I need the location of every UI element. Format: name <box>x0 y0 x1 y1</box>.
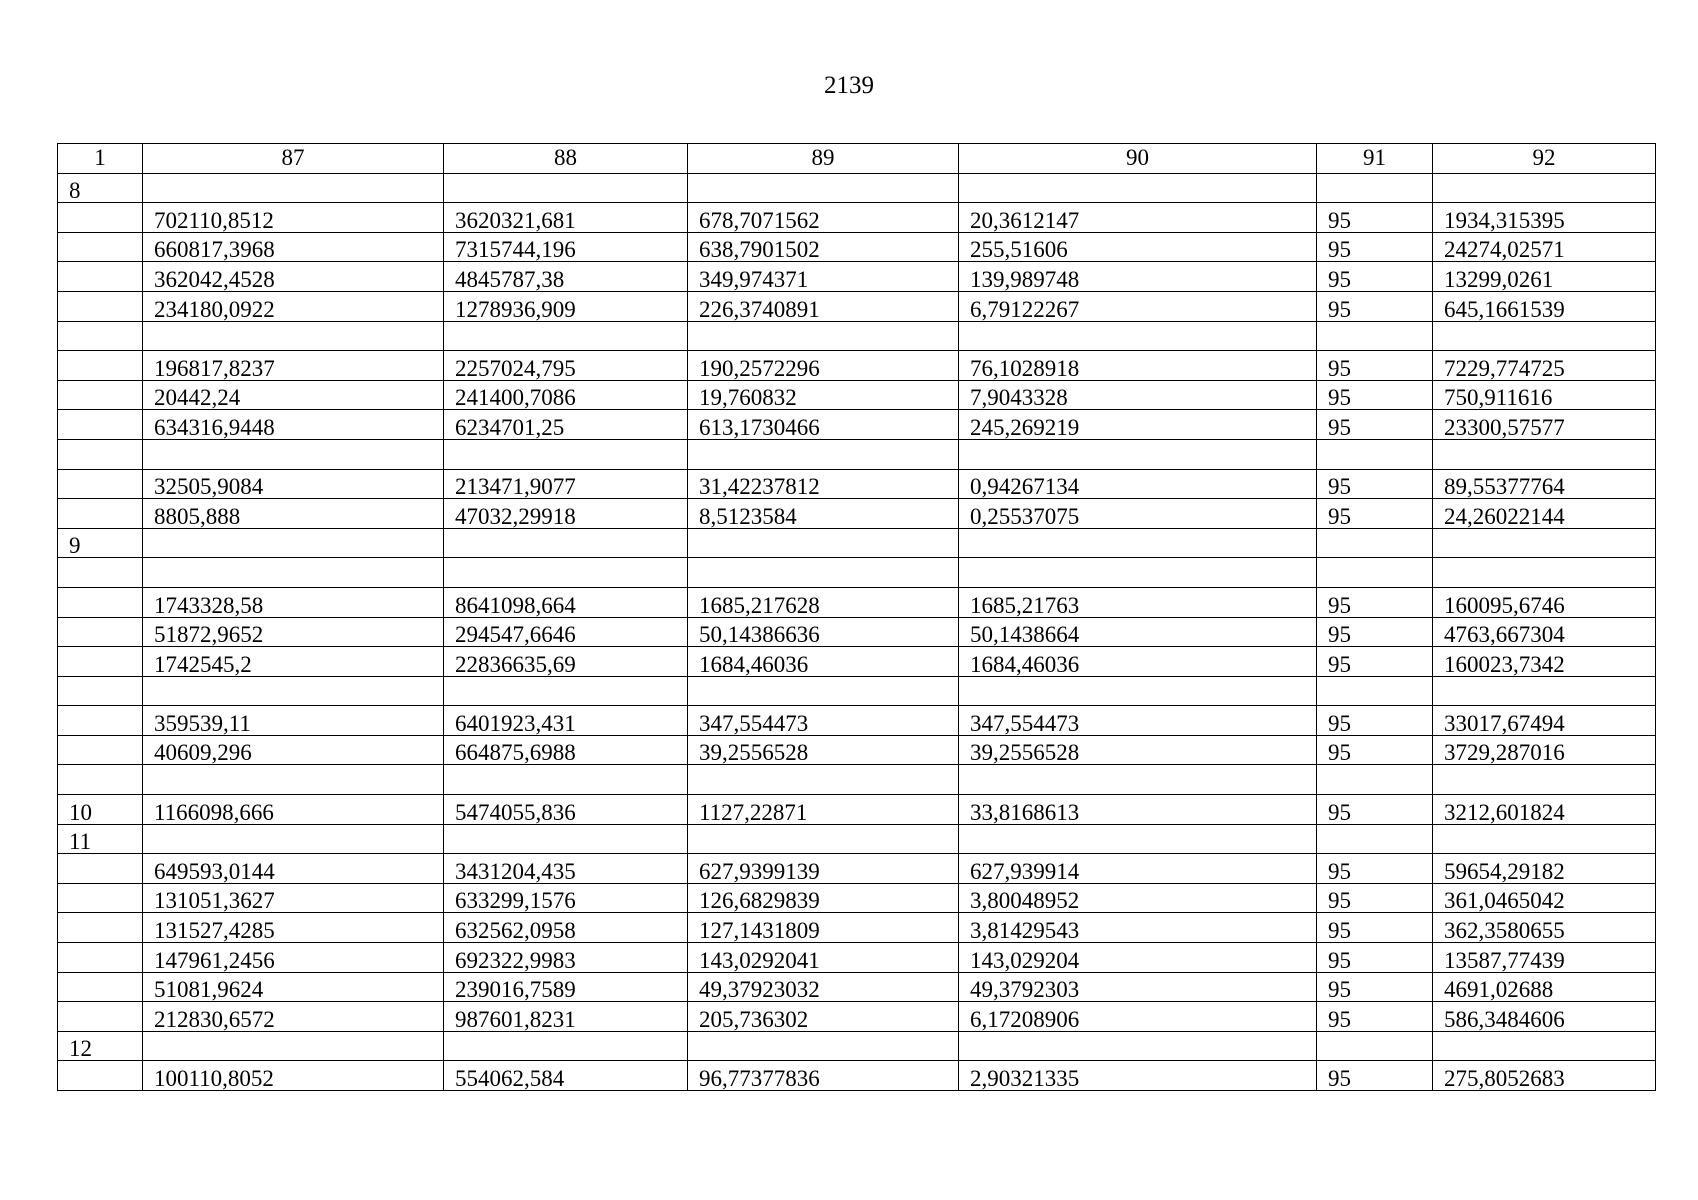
data-table <box>57 143 1656 1091</box>
table-cell: 95 <box>1317 647 1433 677</box>
table-cell: 22836635,69 <box>444 647 688 677</box>
table-cell <box>688 1031 959 1061</box>
table-cell <box>444 765 688 795</box>
table-cell <box>688 765 959 795</box>
table-cell <box>1317 321 1433 351</box>
table-cell <box>959 1031 1317 1061</box>
table-cell: 23300,57577 <box>1433 410 1656 440</box>
table-row <box>58 617 1656 647</box>
table-cell <box>1317 765 1433 795</box>
table-row <box>58 499 1656 529</box>
table-cell <box>959 321 1317 351</box>
table-row <box>58 943 1656 973</box>
table-cell: 24274,02571 <box>1433 232 1656 262</box>
table-cell: 3212,601824 <box>1433 795 1656 825</box>
table-cell <box>1317 173 1433 203</box>
table-cell <box>58 617 143 647</box>
table-row <box>58 1061 1656 1091</box>
table-cell: 255,51606 <box>959 232 1317 262</box>
table-cell: 95 <box>1317 706 1433 736</box>
table-cell <box>58 262 143 292</box>
table-cell: 131527,4285 <box>143 913 444 943</box>
table-cell: 3,81429543 <box>959 913 1317 943</box>
table-cell <box>1433 173 1656 203</box>
table-body <box>58 173 1656 1090</box>
table-cell: 239016,7589 <box>444 972 688 1002</box>
table-cell: 50,14386636 <box>688 617 959 647</box>
table-cell <box>1317 439 1433 469</box>
table-cell: 32505,9084 <box>143 469 444 499</box>
table-cell: 20442,24 <box>143 380 444 410</box>
table-row <box>58 1002 1656 1032</box>
table-cell <box>444 528 688 558</box>
table-cell: 12 <box>58 1031 143 1061</box>
table-cell <box>58 232 143 262</box>
table-cell: 205,736302 <box>688 1002 959 1032</box>
column-header-1: 1 <box>58 144 143 174</box>
table-cell: 627,9399139 <box>688 854 959 884</box>
table-cell: 1934,315395 <box>1433 203 1656 233</box>
table-cell <box>444 1031 688 1061</box>
table-cell: 362,3580655 <box>1433 913 1656 943</box>
table-row <box>58 232 1656 262</box>
table-cell: 33017,67494 <box>1433 706 1656 736</box>
table-cell <box>444 676 688 706</box>
table-cell: 9 <box>58 528 143 558</box>
table-cell: 143,029204 <box>959 943 1317 973</box>
table-cell <box>444 321 688 351</box>
table-row <box>58 410 1656 440</box>
table-cell: 3620321,681 <box>444 203 688 233</box>
table-cell <box>58 706 143 736</box>
table-cell <box>143 558 444 588</box>
table-cell <box>1317 824 1433 854</box>
table-cell <box>688 173 959 203</box>
table-cell: 95 <box>1317 469 1433 499</box>
table-cell <box>1433 765 1656 795</box>
table-header-row <box>58 144 1656 174</box>
table-cell: 95 <box>1317 262 1433 292</box>
table-cell <box>58 321 143 351</box>
table-cell <box>58 854 143 884</box>
table-cell: 638,7901502 <box>688 232 959 262</box>
table-cell <box>688 676 959 706</box>
table-cell: 1743328,58 <box>143 587 444 617</box>
table-cell: 8 <box>58 173 143 203</box>
table-cell: 1166098,666 <box>143 795 444 825</box>
table-cell: 95 <box>1317 972 1433 1002</box>
table-cell: 649593,0144 <box>143 854 444 884</box>
table-cell: 95 <box>1317 854 1433 884</box>
table-cell <box>58 439 143 469</box>
table-cell <box>959 676 1317 706</box>
table-cell: 24,26022144 <box>1433 499 1656 529</box>
table-cell: 213471,9077 <box>444 469 688 499</box>
table-cell: 6,17208906 <box>959 1002 1317 1032</box>
table-cell: 10 <box>58 795 143 825</box>
table-cell: 0,25537075 <box>959 499 1317 529</box>
table-cell: 143,0292041 <box>688 943 959 973</box>
table-cell <box>58 380 143 410</box>
table-cell <box>58 647 143 677</box>
table-row <box>58 706 1656 736</box>
table-row <box>58 765 1656 795</box>
table-cell <box>58 1061 143 1091</box>
table-cell <box>58 351 143 381</box>
table-cell: 664875,6988 <box>444 735 688 765</box>
table-cell: 613,1730466 <box>688 410 959 440</box>
table-cell <box>959 765 1317 795</box>
table-cell <box>58 972 143 1002</box>
table-cell: 1278936,909 <box>444 291 688 321</box>
table-row <box>58 587 1656 617</box>
table-cell <box>58 943 143 973</box>
table-cell: 49,3792303 <box>959 972 1317 1002</box>
table-cell <box>58 499 143 529</box>
table-cell: 645,1661539 <box>1433 291 1656 321</box>
table-cell: 1684,46036 <box>688 647 959 677</box>
table-cell <box>58 1002 143 1032</box>
table-cell <box>1433 1031 1656 1061</box>
table-row <box>58 735 1656 765</box>
table-cell: 95 <box>1317 913 1433 943</box>
table-cell: 95 <box>1317 587 1433 617</box>
table-cell: 95 <box>1317 1002 1433 1032</box>
table-cell <box>143 321 444 351</box>
table-cell: 294547,6646 <box>444 617 688 647</box>
table-cell <box>1433 528 1656 558</box>
table-cell: 40609,296 <box>143 735 444 765</box>
table-cell <box>58 883 143 913</box>
table-cell: 76,1028918 <box>959 351 1317 381</box>
table-cell: 190,2572296 <box>688 351 959 381</box>
table-cell: 8,5123584 <box>688 499 959 529</box>
table-cell: 2,90321335 <box>959 1061 1317 1091</box>
table-row <box>58 291 1656 321</box>
table-row <box>58 676 1656 706</box>
table-cell: 51872,9652 <box>143 617 444 647</box>
column-header-88: 88 <box>444 144 688 174</box>
table-cell: 47032,29918 <box>444 499 688 529</box>
table-cell <box>959 824 1317 854</box>
table-cell <box>1317 558 1433 588</box>
table-cell: 13587,77439 <box>1433 943 1656 973</box>
table-cell <box>58 676 143 706</box>
table-cell: 59654,29182 <box>1433 854 1656 884</box>
table-cell: 49,37923032 <box>688 972 959 1002</box>
table-cell: 347,554473 <box>959 706 1317 736</box>
column-header-87: 87 <box>143 144 444 174</box>
table-cell <box>1433 321 1656 351</box>
table-cell <box>143 824 444 854</box>
table-cell: 5474055,836 <box>444 795 688 825</box>
table-cell <box>959 558 1317 588</box>
table-cell: 31,42237812 <box>688 469 959 499</box>
table-cell <box>688 558 959 588</box>
column-header-92: 92 <box>1433 144 1656 174</box>
table-cell: 987601,8231 <box>444 1002 688 1032</box>
table-row <box>58 972 1656 1002</box>
table-cell: 6,79122267 <box>959 291 1317 321</box>
table-cell: 1742545,2 <box>143 647 444 677</box>
table-cell: 95 <box>1317 499 1433 529</box>
table-row <box>58 1031 1656 1061</box>
table-cell: 554062,584 <box>444 1061 688 1091</box>
table-row <box>58 824 1656 854</box>
table-cell: 586,3484606 <box>1433 1002 1656 1032</box>
column-header-89: 89 <box>688 144 959 174</box>
table-cell <box>58 587 143 617</box>
table-row <box>58 203 1656 233</box>
table-cell: 11 <box>58 824 143 854</box>
table-cell <box>959 528 1317 558</box>
table-cell <box>58 203 143 233</box>
table-cell: 126,6829839 <box>688 883 959 913</box>
table-row <box>58 321 1656 351</box>
table-cell: 95 <box>1317 380 1433 410</box>
table-cell <box>1433 439 1656 469</box>
table-cell: 147961,2456 <box>143 943 444 973</box>
table-cell: 3,80048952 <box>959 883 1317 913</box>
table-row <box>58 647 1656 677</box>
table-cell: 750,911616 <box>1433 380 1656 410</box>
table-cell: 139,989748 <box>959 262 1317 292</box>
table-cell: 4691,02688 <box>1433 972 1656 1002</box>
table-cell <box>688 321 959 351</box>
table-cell: 95 <box>1317 1061 1433 1091</box>
table-cell: 212830,6572 <box>143 1002 444 1032</box>
table-cell: 349,974371 <box>688 262 959 292</box>
table-cell: 634316,9448 <box>143 410 444 440</box>
table-cell: 100110,8052 <box>143 1061 444 1091</box>
column-header-91: 91 <box>1317 144 1433 174</box>
table-cell: 8805,888 <box>143 499 444 529</box>
column-header-90: 90 <box>959 144 1317 174</box>
table-header <box>58 144 1656 174</box>
table-cell: 362042,4528 <box>143 262 444 292</box>
table-cell <box>688 528 959 558</box>
table-cell <box>143 676 444 706</box>
table-cell <box>58 410 143 440</box>
table-cell <box>444 439 688 469</box>
table-cell: 33,8168613 <box>959 795 1317 825</box>
table-cell <box>58 765 143 795</box>
table-cell: 95 <box>1317 351 1433 381</box>
table-cell: 6234701,25 <box>444 410 688 440</box>
table-cell <box>444 558 688 588</box>
table-cell: 660817,3968 <box>143 232 444 262</box>
table-cell: 19,760832 <box>688 380 959 410</box>
table-cell: 6401923,431 <box>444 706 688 736</box>
table-cell <box>688 824 959 854</box>
table-cell: 3431204,435 <box>444 854 688 884</box>
table-cell: 7229,774725 <box>1433 351 1656 381</box>
table-cell: 160095,6746 <box>1433 587 1656 617</box>
table-row <box>58 795 1656 825</box>
table-cell: 95 <box>1317 203 1433 233</box>
table-cell <box>58 735 143 765</box>
table-cell: 95 <box>1317 291 1433 321</box>
table-row <box>58 351 1656 381</box>
table-cell <box>143 1031 444 1061</box>
table-cell: 39,2556528 <box>959 735 1317 765</box>
table-cell <box>58 558 143 588</box>
table-cell: 160023,7342 <box>1433 647 1656 677</box>
table-cell <box>58 913 143 943</box>
table-cell: 1127,22871 <box>688 795 959 825</box>
table-row <box>58 173 1656 203</box>
table-cell <box>1317 528 1433 558</box>
table-cell <box>143 439 444 469</box>
table-cell: 3729,287016 <box>1433 735 1656 765</box>
table-cell: 0,94267134 <box>959 469 1317 499</box>
table-cell: 361,0465042 <box>1433 883 1656 913</box>
table-row <box>58 439 1656 469</box>
table-cell: 1684,46036 <box>959 647 1317 677</box>
table-cell: 4845787,38 <box>444 262 688 292</box>
table-cell: 226,3740891 <box>688 291 959 321</box>
table-cell <box>58 469 143 499</box>
table-cell: 347,554473 <box>688 706 959 736</box>
table-cell: 95 <box>1317 410 1433 440</box>
table-cell <box>1433 558 1656 588</box>
table-cell: 95 <box>1317 617 1433 647</box>
table-cell: 95 <box>1317 735 1433 765</box>
table-cell <box>143 173 444 203</box>
table-row <box>58 528 1656 558</box>
table-cell <box>143 528 444 558</box>
table-cell: 702110,8512 <box>143 203 444 233</box>
table-row <box>58 558 1656 588</box>
table-cell: 245,269219 <box>959 410 1317 440</box>
table-cell <box>143 765 444 795</box>
table-cell: 95 <box>1317 232 1433 262</box>
table-cell: 2257024,795 <box>444 351 688 381</box>
table-cell <box>688 439 959 469</box>
table-cell: 241400,7086 <box>444 380 688 410</box>
table-cell: 632562,0958 <box>444 913 688 943</box>
table-row <box>58 380 1656 410</box>
table-cell <box>444 173 688 203</box>
table-cell: 8641098,664 <box>444 587 688 617</box>
table-cell: 95 <box>1317 943 1433 973</box>
table-row <box>58 262 1656 292</box>
table-cell: 678,7071562 <box>688 203 959 233</box>
table-cell: 627,939914 <box>959 854 1317 884</box>
table-cell: 39,2556528 <box>688 735 959 765</box>
table-row <box>58 469 1656 499</box>
table-cell: 275,8052683 <box>1433 1061 1656 1091</box>
table-cell: 13299,0261 <box>1433 262 1656 292</box>
table-cell: 50,1438664 <box>959 617 1317 647</box>
table-cell: 1685,217628 <box>688 587 959 617</box>
table-row <box>58 854 1656 884</box>
table-cell: 7,9043328 <box>959 380 1317 410</box>
table-cell: 196817,8237 <box>143 351 444 381</box>
table-cell <box>1433 676 1656 706</box>
table-row <box>58 913 1656 943</box>
table-cell: 633299,1576 <box>444 883 688 913</box>
table-cell: 131051,3627 <box>143 883 444 913</box>
table-row <box>58 883 1656 913</box>
table-cell <box>1317 1031 1433 1061</box>
table-cell: 4763,667304 <box>1433 617 1656 647</box>
table-cell <box>444 824 688 854</box>
table-cell: 1685,21763 <box>959 587 1317 617</box>
table-cell <box>58 291 143 321</box>
table-cell <box>1433 824 1656 854</box>
table-cell: 96,77377836 <box>688 1061 959 1091</box>
table-cell: 7315744,196 <box>444 232 688 262</box>
page-number: 2139 <box>824 72 874 99</box>
table-cell <box>1317 676 1433 706</box>
table-cell: 234180,0922 <box>143 291 444 321</box>
table-cell: 20,3612147 <box>959 203 1317 233</box>
table-cell: 127,1431809 <box>688 913 959 943</box>
table-cell <box>959 173 1317 203</box>
table-cell: 359539,11 <box>143 706 444 736</box>
table-cell: 95 <box>1317 883 1433 913</box>
table-cell: 95 <box>1317 795 1433 825</box>
table-cell: 51081,9624 <box>143 972 444 1002</box>
table-cell: 89,55377764 <box>1433 469 1656 499</box>
table-cell <box>959 439 1317 469</box>
table-cell: 692322,9983 <box>444 943 688 973</box>
